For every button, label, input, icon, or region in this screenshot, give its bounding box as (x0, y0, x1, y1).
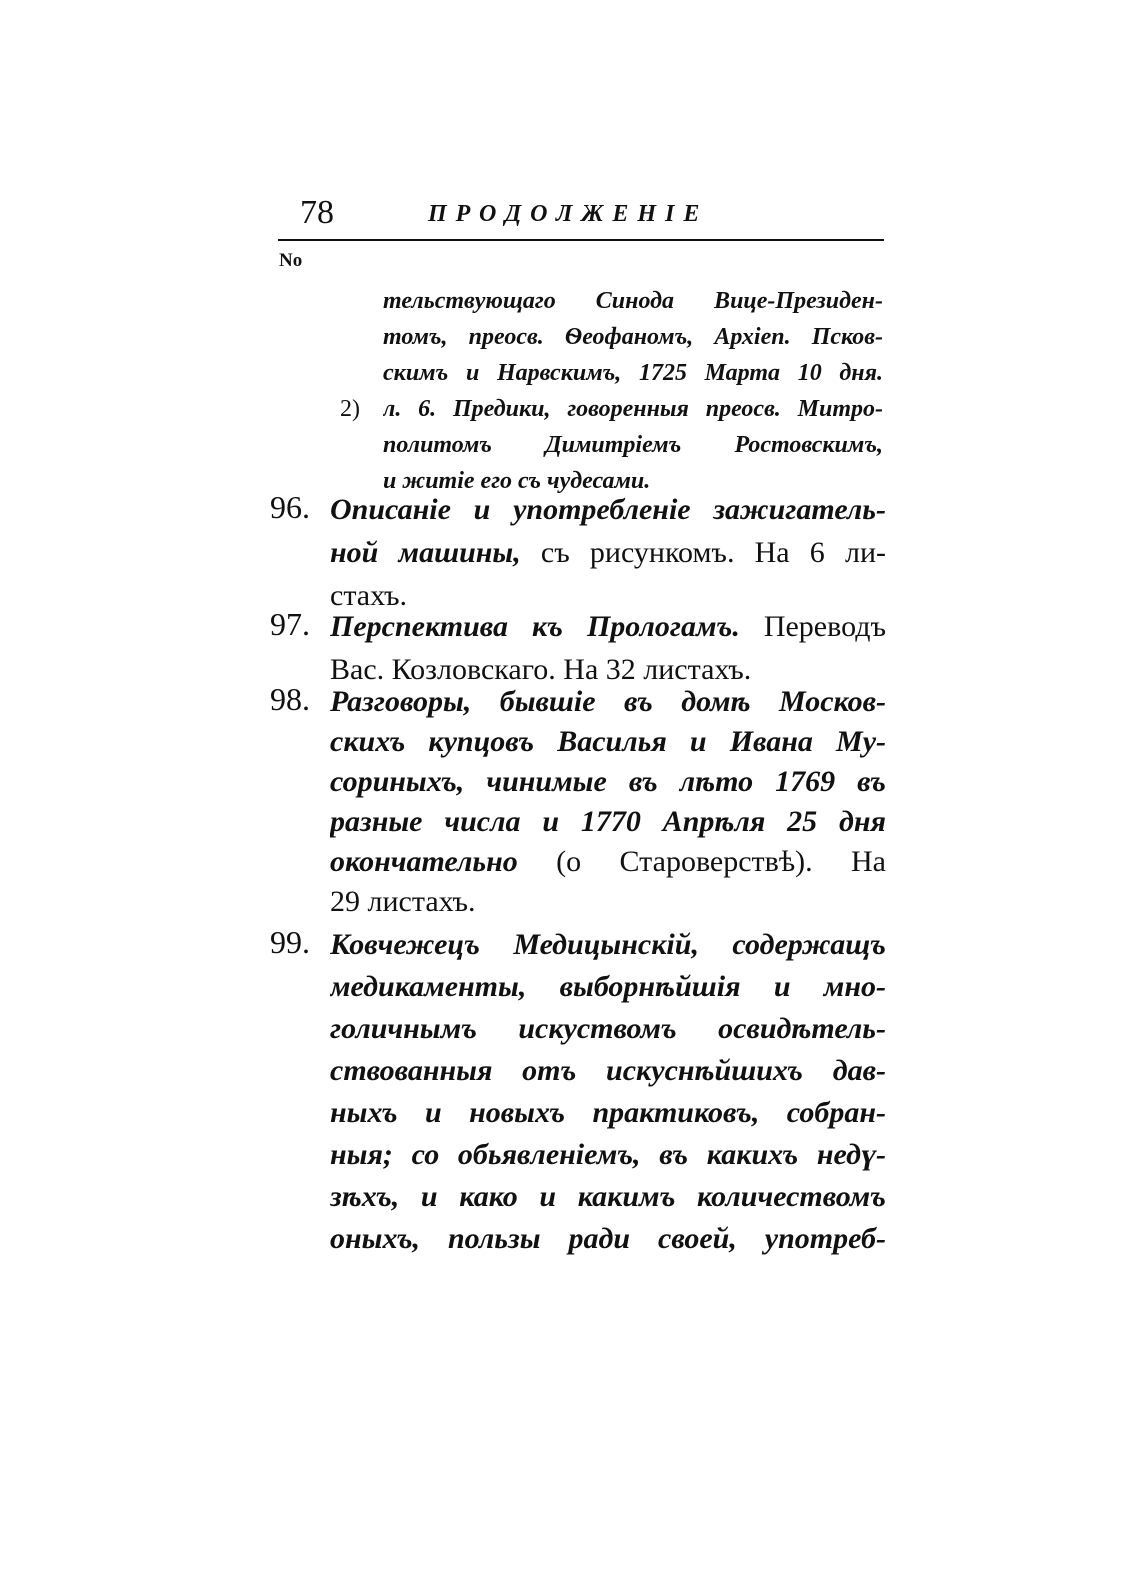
italic-text: сориныхъ, чинимые въ лѣто 1769 въ (330, 765, 886, 798)
text-line (330, 765, 886, 799)
header-rule (278, 239, 884, 241)
text-line (330, 1138, 886, 1172)
italic-text: и житіе его съ чудесами. (383, 468, 651, 494)
text-line (330, 725, 886, 759)
italic-text: медикаменты, выборнѣйшія и мно- (330, 970, 886, 1003)
text-line (330, 536, 886, 570)
entry-number: 98. (270, 681, 310, 717)
text-line (330, 685, 886, 719)
text-line (330, 885, 476, 919)
entry-number: 2) (340, 396, 360, 422)
entry-number: 97. (270, 606, 310, 642)
text-line (383, 468, 650, 495)
text-line (330, 1054, 886, 1088)
text-line (383, 360, 883, 387)
column-label: No (279, 250, 303, 271)
italic-text: л. 6. Предики, говоренныя преосв. Митро- (383, 396, 883, 422)
italic-text: ствованныя отъ искуснѣйшихъ дав- (330, 1054, 886, 1087)
entry-number: 99. (270, 924, 310, 960)
roman-text: Переводъ (763, 610, 886, 643)
italic-text: Ковчежецъ Медицынскій, содержащъ (330, 928, 886, 961)
text-line (330, 493, 886, 527)
italic-text: скихъ купцовъ Василья и Ивана Му- (330, 725, 886, 758)
text-line (330, 1222, 886, 1256)
roman-text: Вас. Козловскаго. На 32 листахъ. (330, 653, 752, 686)
text-line (330, 579, 407, 613)
italic-text: ной машины, (330, 536, 541, 569)
running-head: ПРОДОЛЖЕНІЕ (428, 201, 709, 227)
italic-text: ныхъ и новыхъ практиковъ, собран- (330, 1096, 886, 1129)
text-line (330, 845, 886, 879)
text-line (383, 288, 883, 315)
italic-text: Описаніе и употребленіе зажигатель- (330, 493, 886, 526)
text-line (383, 396, 883, 423)
italic-text: тельствующаго Синода Вице-Президен- (383, 288, 883, 314)
italic-text: томъ, преосв. Ѳеофаномъ, Архіеп. Псков- (383, 324, 883, 350)
italic-text: голичнымъ искуствомъ освидѣтель- (330, 1012, 886, 1045)
text-line (330, 805, 886, 839)
text-line (383, 432, 883, 459)
roman-text: стахъ. (330, 579, 407, 612)
entry-number: 96. (270, 489, 310, 525)
text-line (330, 610, 886, 644)
text-line (330, 1180, 886, 1214)
italic-text: разные числа и 1770 Апрѣля 25 дня (330, 805, 886, 838)
text-line (330, 970, 886, 1004)
roman-text: съ рисункомъ. На 6 ли- (540, 536, 886, 569)
italic-text: зѣхъ, и како и какимъ количествомъ (330, 1180, 886, 1213)
text-line (330, 1096, 886, 1130)
italic-text: Перспектива къ Прологамъ. (330, 610, 764, 643)
italic-text: политомъ Димитріемъ Ростовскимъ, (383, 432, 883, 458)
text-line (330, 653, 751, 687)
italic-text: скимъ и Нарвскимъ, 1725 Марта 10 дня. (383, 360, 883, 386)
text-line (383, 324, 883, 351)
roman-text: (о Староверствѣ). На (556, 845, 886, 878)
text-line (330, 928, 886, 962)
italic-text: оныхъ, пользы ради своей, употреб- (330, 1222, 886, 1255)
italic-text: ныя; со обьявленіемъ, въ какихъ недү- (330, 1138, 886, 1171)
roman-text: 29 листахъ. (330, 885, 476, 918)
italic-text: окончательно (330, 845, 557, 878)
italic-text: Разговоры, бывшіе въ домѣ Москов- (330, 685, 886, 718)
page-number: 78 (300, 194, 334, 231)
text-line (330, 1012, 886, 1046)
